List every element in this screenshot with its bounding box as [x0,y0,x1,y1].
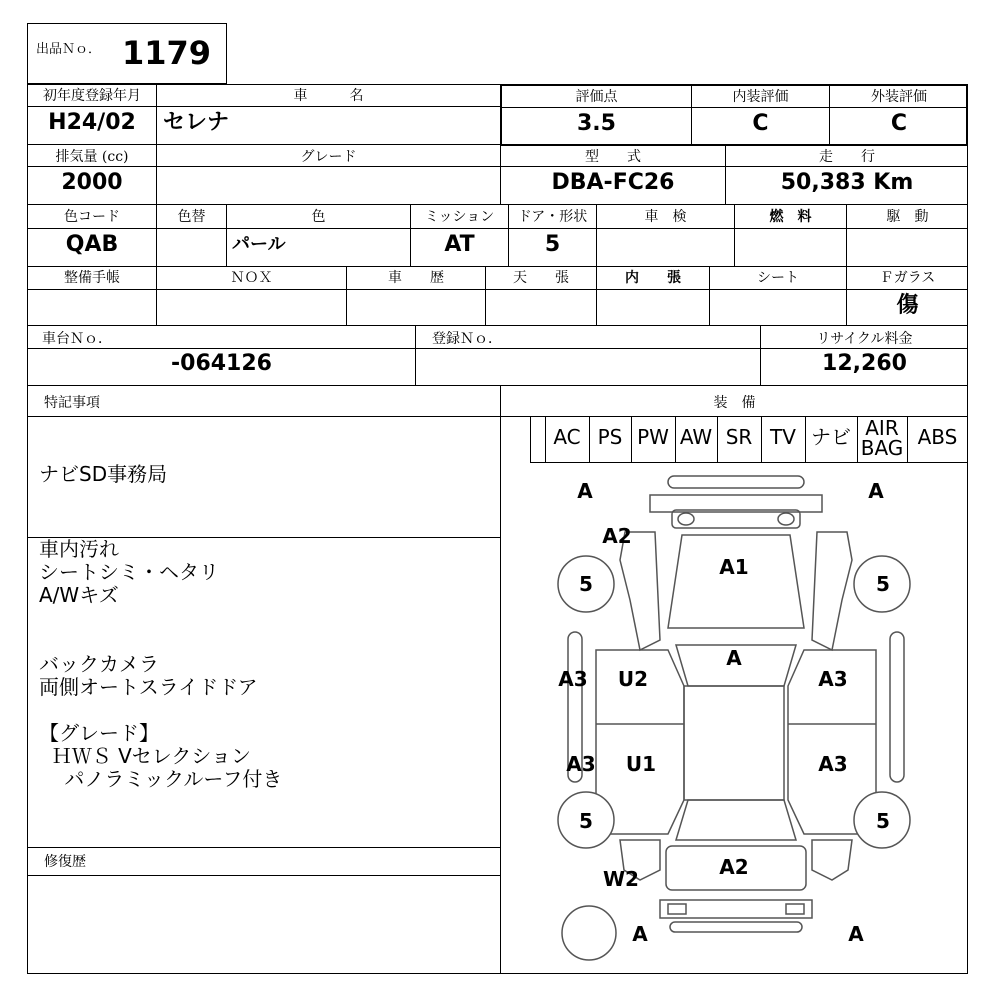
front-glass-label: Ｆガラス [879,270,936,286]
first-registration-label: 初年度登録年月 [43,88,141,104]
displacement-label: 排気量 (cc) [55,149,129,165]
mark-a2-rear: A2 [719,855,749,879]
mark-windshield: A [726,646,742,670]
lot-number: 1179 [122,34,212,72]
left-front-fender [620,532,660,650]
remarks-note-1: ナビSD事務局 [39,462,168,486]
fuel-label: 燃 料 [769,209,812,225]
mission-label: ミッション [424,209,495,225]
mark-wheel-rl: 5 [579,809,593,833]
mark-a3-right-rear: A3 [818,752,848,776]
equip-pw: PW [637,425,669,449]
recycle-fee-label: リサイクル料金 [816,331,913,347]
mark-w2: W2 [603,867,639,891]
color-label: 色 [311,209,326,225]
front-emblem-left [678,513,694,525]
mark-a3-right-front: A3 [818,667,848,691]
mark-a2-front: A2 [602,524,632,548]
equip-aw: AW [679,425,713,449]
history-label: 車 歴 [388,270,444,286]
color-code-label: 色コード [64,209,120,225]
model-label: 型 式 [585,149,641,165]
mark-u1: U1 [625,752,657,776]
inspection-label: 車 検 [644,209,687,225]
mark-front-left: A [577,479,593,503]
recycle-fee-value: 12,260 [822,351,907,376]
mark-rear-left: A [632,922,648,946]
right-mirror [890,632,904,782]
sunroof-label: 天 張 [513,270,569,286]
mark-u2: U2 [617,667,649,691]
remarks-label: 特記事項 [44,395,100,411]
mileage-value: 50,383 Km [780,170,914,195]
equip-sr: SR [725,425,753,449]
front-emblem-right [778,513,794,525]
exterior-label: 外装評価 [871,89,927,105]
repair-history-label: 修復歴 [44,854,86,870]
color-value: パール [232,234,286,255]
mileage-label: 走 行 [819,149,875,165]
maintenance-label: 整備手帳 [64,270,120,286]
equip-airbag: AIR BAG [860,416,904,460]
equip-tv: TV [770,425,796,449]
displacement-value: 2000 [61,170,123,195]
lot-number-label: 出品Ｎｏ． [36,42,102,57]
roof [684,686,784,800]
front-bumper-top [668,476,804,488]
first-registration-value: H24/02 [48,110,136,135]
equip-ps: PS [597,425,623,449]
mark-front-right: A [868,479,884,503]
right-front-fender [812,532,852,650]
equip-navi: ナビ [811,425,851,449]
rear-plate-right [786,904,804,914]
rear-step [670,922,802,932]
rear-plate-left [668,904,686,914]
car-name-value: セレナ [163,110,230,135]
color-code-value: QAB [65,232,119,257]
equipment-label: 装 備 [713,395,756,411]
chassis-number-label: 車台Ｎｏ． [42,331,112,347]
mark-rear-right: A [848,922,864,946]
interior-label: 内装評価 [732,89,789,105]
rear-bumper [660,900,812,918]
mission-value: AT [444,232,475,257]
mark-a3-left-front: A3 [558,667,588,691]
equip-abs: ABS [917,425,958,449]
score-label: 評価点 [575,89,618,105]
color-change-label: 色替 [177,209,206,225]
nox-label: ＮＯＸ [230,270,273,286]
exterior-value: C [890,111,908,136]
registration-number-label: 登録Ｎｏ． [432,331,502,347]
door-value: 5 [544,232,561,257]
mark-wheel-fl: 5 [579,572,593,596]
right-rear-fender [812,840,852,880]
mark-a3-left-rear: A3 [566,752,596,776]
grade-label: グレード [300,149,357,165]
interior-value: C [752,111,769,136]
hood [668,535,804,628]
spare-wheel [562,906,616,960]
rear-window [676,800,796,840]
car-name-label: 車 名 [293,88,364,104]
remarks-note-2: 車内汚れ シートシミ・ヘタリ A/Wキズ バックカメラ 両側オートスライドドア 【グレード】 ＨＷＳ Vセレクション パノラミックルーフ付き [39,537,283,791]
score-value: 3.5 [577,111,616,136]
door-label: ドア・形状 [517,209,588,225]
mark-a1-hood: A1 [719,555,749,579]
mark-wheel-fr: 5 [876,572,890,596]
seat-label: シート [757,270,799,286]
drive-label: 駆 動 [886,209,929,225]
model-value: DBA-FC26 [551,170,675,195]
chassis-number-value: -064126 [171,351,272,376]
mark-wheel-rr: 5 [876,809,890,833]
equip-ac: AC [553,425,581,449]
lining-label: 内 張 [625,270,681,286]
front-glass-value: 傷 [896,293,919,318]
